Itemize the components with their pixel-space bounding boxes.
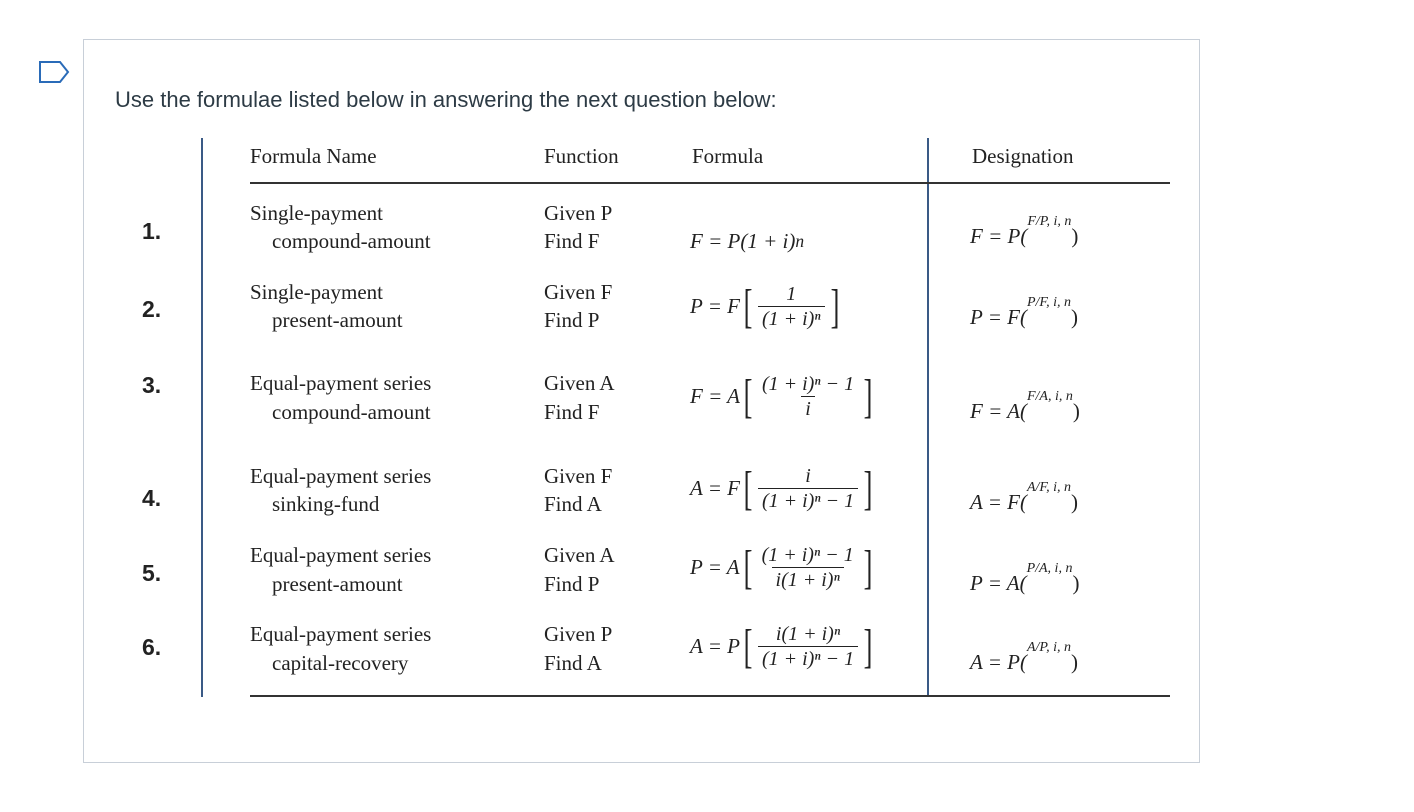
- formula-expression: P = A [ $\frac{\text{(1 + i)ⁿ − 1}}{\text{i(1 + i)ⁿ}}$ ]: [690, 540, 873, 594]
- formula-expression: A = P [ $\frac{\text{i(1 + i)ⁿ}}{\text{(1 + i)ⁿ − 1}}$ ]: [690, 619, 873, 673]
- formula-expression: A = F [ $\frac{i}{\text{(1 + i)ⁿ − 1}}$ ]: [690, 461, 873, 515]
- designation-factor: F/P, i, n: [1027, 214, 1072, 229]
- row-number: 5.: [142, 560, 162, 586]
- formula-name-line1: Equal-payment series: [250, 543, 432, 567]
- formula-name-line2: compound-amount: [272, 400, 431, 424]
- row-number: 6.: [142, 634, 162, 660]
- formula-numerator: (1 + i)ⁿ − 1: [761, 544, 854, 566]
- formula-name-line2: present-amount: [272, 572, 403, 596]
- designation-close: ): [1071, 650, 1079, 674]
- formula-lhs: A = P: [690, 634, 740, 658]
- formula-denominator: (1 + i)ⁿ − 1: [758, 488, 858, 513]
- formula-denominator: (1 + i)ⁿ: [758, 306, 825, 331]
- function-given: Given P: [544, 622, 613, 646]
- function-find: Find F: [544, 229, 600, 253]
- formula-expression: P = F [ $\frac{1}{\text{(1 + i)ⁿ}}$ ]: [690, 279, 839, 333]
- formula-name-line1: Equal-payment series: [250, 622, 432, 646]
- formula-lhs: F = A: [690, 384, 740, 408]
- designation-lhs: P = F(: [970, 305, 1027, 329]
- row-number: 4.: [142, 485, 162, 511]
- designation-close: ): [1072, 571, 1080, 595]
- formula-denominator: i(1 + i)ⁿ: [772, 567, 844, 592]
- formula-name-line1: Single-payment: [250, 280, 383, 304]
- formula-name-line2: sinking-fund: [272, 492, 380, 516]
- formula-name-line2: capital-recovery: [272, 651, 409, 675]
- formula-lhs: P = A: [690, 555, 740, 579]
- header-function: Function: [544, 144, 619, 168]
- formula-denominator: i: [801, 396, 815, 421]
- function-find: Find P: [544, 572, 600, 596]
- formula-numerator: i(1 + i)ⁿ: [775, 623, 841, 645]
- header-formula-name: Formula Name: [250, 144, 377, 168]
- designation-close: ): [1071, 305, 1079, 329]
- formula-expression: [690, 229, 804, 254]
- designation: [970, 640, 1079, 675]
- formula-name-line2: compound-amount: [272, 229, 431, 253]
- function-given: Given A: [544, 543, 615, 567]
- formula-denominator: (1 + i)ⁿ − 1: [758, 646, 858, 671]
- designation-factor: P/A, i, n: [1026, 561, 1073, 576]
- function-given: Given A: [544, 371, 615, 395]
- row-number: 1.: [142, 218, 162, 244]
- table-divider-rule: [927, 138, 929, 697]
- formula-lhs: P = F: [690, 294, 740, 318]
- row-number: 3.: [142, 372, 162, 398]
- designation: [970, 295, 1079, 330]
- row-number: 2.: [142, 296, 162, 322]
- designation-lhs: A = F(: [970, 490, 1027, 514]
- designation-factor: F/A, i, n: [1026, 389, 1073, 404]
- function-find: Find P: [544, 308, 600, 332]
- formula-numerator: (1 + i)ⁿ − 1: [761, 373, 855, 395]
- header-designation: Designation: [972, 144, 1074, 168]
- formula-numerator: 1: [786, 283, 797, 305]
- formula-lhs: F = P(1 + i): [690, 229, 796, 253]
- table-left-rule: [201, 138, 203, 697]
- designation: [970, 480, 1079, 515]
- function-given: Given F: [544, 280, 613, 304]
- designation: [970, 389, 1080, 424]
- designation-lhs: P = A(: [970, 571, 1027, 595]
- designation-close: ): [1072, 399, 1080, 423]
- formula-name-line2: present-amount: [272, 308, 403, 332]
- designation-factor: A/F, i, n: [1026, 480, 1072, 495]
- designation-lhs: F = A(: [970, 399, 1027, 423]
- designation-lhs: F = P(: [970, 224, 1028, 248]
- formula-numerator: i: [805, 465, 811, 487]
- function-given: Given F: [544, 464, 613, 488]
- formula-name-line1: Single-payment: [250, 201, 383, 225]
- formula-name-line1: Equal-payment series: [250, 371, 432, 395]
- header-formula: Formula: [692, 144, 764, 168]
- header-underline: [250, 182, 1170, 184]
- formula-exponent: n: [795, 231, 805, 251]
- designation-lhs: A = P(: [970, 650, 1027, 674]
- formula-lhs: A = F: [690, 476, 740, 500]
- function-given: Given P: [544, 201, 613, 225]
- designation: [970, 561, 1080, 596]
- function-find: Find A: [544, 651, 602, 675]
- designation-factor: P/F, i, n: [1026, 295, 1072, 310]
- formula-expression: F = A [ $\frac{\text{(1 + i)ⁿ − 1}}{i}$ ]: [690, 369, 873, 423]
- designation-close: ): [1071, 490, 1079, 514]
- formula-name-line1: Equal-payment series: [250, 464, 432, 488]
- question-prompt: Use the formulae listed below in answering the next question below:: [115, 87, 777, 112]
- designation-close: ): [1071, 224, 1079, 248]
- table-bottom-rule: [250, 695, 1170, 697]
- designation: [970, 214, 1079, 249]
- designation-factor: A/P, i, n: [1026, 640, 1072, 655]
- function-find: Find A: [544, 492, 602, 516]
- function-find: Find F: [544, 400, 600, 424]
